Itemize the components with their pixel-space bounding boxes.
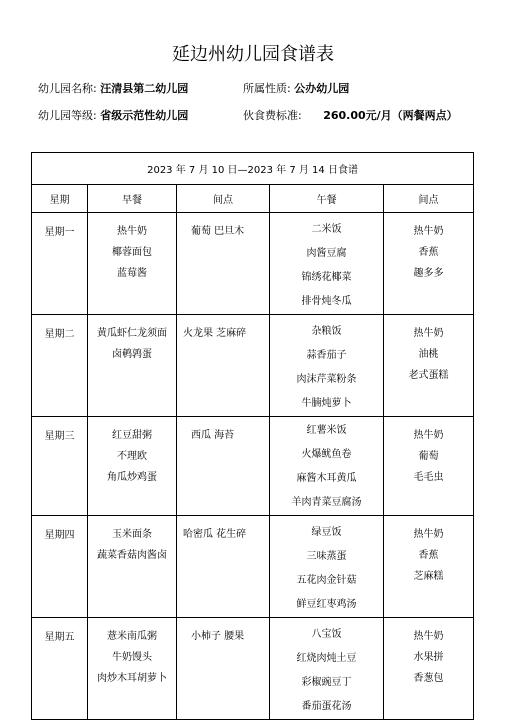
- breakfast-cell: [88, 516, 177, 618]
- lunch-cell: [270, 417, 384, 516]
- breakfast-item: 蔬菜香菇肉酱卤: [97, 550, 167, 561]
- snack-item: 哈密瓜 花生碎: [183, 529, 247, 540]
- lunch-item: 火爆鱿鱼卷: [301, 449, 352, 460]
- snack-item: 葡萄 巴旦木: [191, 226, 245, 237]
- kindergarten-name-value: 汪清县第二幼儿园: [100, 82, 189, 95]
- breakfast-cell: [88, 618, 177, 720]
- day-cell: 星期二: [32, 315, 88, 417]
- lunch-item: 牛腩炖萝卜: [301, 398, 352, 409]
- kindergarten-grade-label: 幼儿园等级:: [38, 109, 97, 122]
- breakfast-cell: [88, 315, 177, 417]
- kindergarten-name-label: 幼儿园名称:: [38, 82, 97, 95]
- kindergarten-name: [38, 82, 188, 96]
- lunch-item: 彩椒豌豆丁: [301, 677, 352, 688]
- snack-item: 热牛奶: [413, 328, 444, 339]
- snack-item: 热牛奶: [413, 226, 444, 237]
- snack-item: 葡萄: [418, 451, 439, 462]
- lunch-item: 麻酱木耳黄瓜: [296, 473, 357, 484]
- lunch-item: 绿豆饭: [311, 527, 342, 538]
- breakfast-cell: [88, 417, 177, 516]
- snack-item: 香蕉: [418, 247, 439, 258]
- lunch-item: 杂粮饭: [311, 326, 342, 337]
- morning-snack-cell: [177, 213, 270, 315]
- snack-item: 西瓜 海苔: [191, 430, 235, 441]
- header-morning-snack: 间点: [177, 185, 270, 213]
- lunch-item: 番茄蛋花汤: [301, 701, 352, 712]
- breakfast-item: 黄瓜虾仁龙须面: [97, 328, 167, 339]
- table-header-row: [32, 185, 474, 213]
- kindergarten-nature: [243, 82, 349, 96]
- morning-snack-cell: [177, 618, 270, 720]
- breakfast-item: 牛奶馒头: [112, 652, 152, 663]
- breakfast-item: 卤鹌鹑蛋: [112, 349, 152, 360]
- table-row: [32, 417, 474, 516]
- afternoon-snack-cell: [384, 516, 474, 618]
- breakfast-item: 不理欧: [117, 451, 147, 462]
- kindergarten-nature-value: 公办幼儿园: [294, 82, 350, 95]
- kindergarten-grade: [38, 109, 188, 123]
- breakfast-item: 蓝莓酱: [117, 268, 147, 279]
- kindergarten-grade-value: 省级示范性幼儿园: [100, 109, 189, 122]
- breakfast-item: 肉炒木耳胡萝卜: [97, 673, 167, 684]
- table-row: [32, 213, 474, 315]
- day-cell: 星期三: [32, 417, 88, 516]
- morning-snack-cell: [177, 315, 270, 417]
- snack-item: 水果拼: [413, 652, 444, 663]
- morning-snack-cell: [177, 417, 270, 516]
- breakfast-item: 薏米南瓜粥: [107, 631, 157, 642]
- breakfast-item: 角瓜炒鸡蛋: [107, 472, 157, 483]
- snack-item: 香葱包: [413, 673, 444, 684]
- lunch-item: 肉沫芹菜粉条: [296, 374, 357, 385]
- header-weekday: 星期: [32, 185, 88, 213]
- day-cell: 星期五: [32, 618, 88, 720]
- breakfast-cell: [88, 213, 177, 315]
- afternoon-snack-cell: [384, 315, 474, 417]
- lunch-item: 二米饭: [311, 224, 342, 235]
- lunch-item: 锦绣花椰菜: [301, 272, 352, 283]
- lunch-item: 蒜香茄子: [306, 350, 347, 361]
- snack-item: 毛毛虫: [413, 472, 444, 483]
- lunch-item: 红薯米饭: [306, 425, 347, 436]
- snack-item: 油桃: [418, 349, 439, 360]
- meal-fee-value: 260.00元/月（两餐两点）: [323, 109, 458, 122]
- header-breakfast: 早餐: [88, 185, 177, 213]
- lunch-item: 红烧肉炖土豆: [296, 653, 357, 664]
- lunch-cell: [270, 315, 384, 417]
- breakfast-item: 热牛奶: [117, 226, 147, 237]
- kindergarten-nature-label: 所属性质:: [243, 82, 291, 95]
- table-caption: 2023 年 7 月 10 日—2023 年 7 月 14 日食谱: [32, 153, 474, 185]
- lunch-item: 排骨炖冬瓜: [301, 296, 352, 307]
- snack-item: 老式蛋糕: [408, 370, 449, 381]
- snack-item: 热牛奶: [413, 631, 444, 642]
- lunch-item: 鲜豆红枣鸡汤: [296, 599, 357, 610]
- day-cell: 星期一: [32, 213, 88, 315]
- lunch-cell: [270, 213, 384, 315]
- lunch-item: 五花肉金针菇: [296, 575, 357, 586]
- table-row: [32, 315, 474, 417]
- afternoon-snack-cell: [384, 417, 474, 516]
- table-row: [32, 618, 474, 720]
- lunch-cell: [270, 516, 384, 618]
- snack-item: 香蕉: [418, 550, 439, 561]
- snack-item: 趣多多: [413, 268, 444, 279]
- lunch-item: 三味蒸蛋: [306, 551, 347, 562]
- breakfast-item: 椰蓉面包: [112, 247, 152, 258]
- lunch-cell: [270, 618, 384, 720]
- morning-snack-cell: [177, 516, 270, 618]
- lunch-item: 羊肉青菜豆腐汤: [291, 497, 362, 508]
- table-row: [32, 516, 474, 618]
- meal-fee: [243, 109, 458, 123]
- meal-fee-label: 伙食费标准:: [243, 109, 302, 122]
- afternoon-snack-cell: [384, 618, 474, 720]
- page-title: 延边州幼儿园食谱表: [172, 44, 334, 65]
- snack-item: 热牛奶: [413, 529, 444, 540]
- lunch-item: 八宝饭: [311, 629, 342, 640]
- header-afternoon-snack: 间点: [384, 185, 474, 213]
- snack-item: 热牛奶: [413, 430, 444, 441]
- day-cell: 星期四: [32, 516, 88, 618]
- snack-item: 火龙果 芝麻碎: [183, 328, 247, 339]
- lunch-item: 肉酱豆腐: [306, 248, 347, 259]
- header-lunch: 午餐: [270, 185, 384, 213]
- menu-table: [31, 152, 474, 720]
- snack-item: 小柿子 腰果: [191, 631, 245, 642]
- breakfast-item: 红豆甜粥: [112, 430, 152, 441]
- afternoon-snack-cell: [384, 213, 474, 315]
- snack-item: 芝麻糕: [413, 571, 444, 582]
- breakfast-item: 玉米面条: [112, 529, 152, 540]
